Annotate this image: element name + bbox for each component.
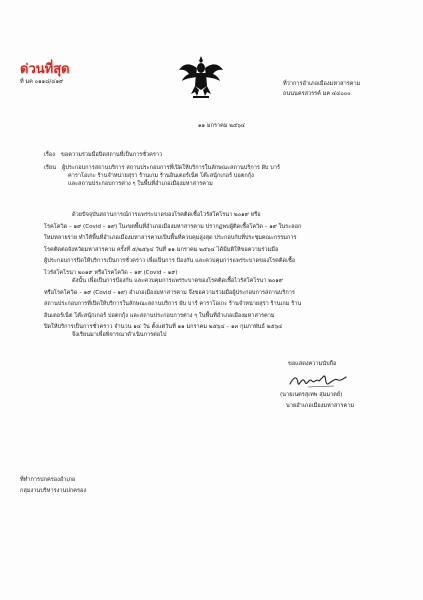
paragraph-1 — [44, 210, 384, 279]
paragraph-line: อินเตอร์เน็ต โต๊ะสนุ้กเกอร์ บ่อตกกุ้ง และสถานประกอบการต่าง ๆ ในพื้นที่อำเภอเมืองมหาสารคาม — [44, 312, 275, 319]
paragraph-line: สถานประกอบการที่เปิดให้บริการในลักษณะสถานบริการ ผับ บาร์ คาราโอเกะ ร้านจำหน่ายสุรา ร้านเกม ร้าน — [44, 301, 302, 307]
paragraph-line: ดังนั้น เพื่อเป็นการป้องกัน และควบคุมการแพร่ระบาดของโรคติดเชื้อไวรัสโคโรนา ๒๐๑๙ — [72, 278, 283, 284]
paragraph-line: หรือโรคโควิด – ๑๙ (Covid – ๑๙) อำเภอเมืองมหาสารคาม จึงขอความร่วมมือผู้ประกอบการสถานบริการ — [44, 289, 295, 296]
sender-address: ถนนนครสวรรค์ มค ๔๔๐๐๐ — [283, 91, 351, 97]
recipient-line: คาราโอเกะ ร้านจำหน่ายสุรา ร้านเกม ร้านอินเตอร์เน็ต โต๊ะสนุ้กเกอร์ บ่อตกกุ้ง — [68, 173, 254, 179]
subject-line — [44, 151, 162, 159]
paragraph-2 — [44, 276, 384, 334]
footer-office: ที่ทำการปกครองอำเภอ — [20, 477, 76, 483]
sender-office: ที่ว่าการอำเภอเมืองมหาสารคาม — [283, 81, 361, 87]
garuda-emblem-icon — [179, 56, 223, 98]
footer-section: กลุ่มงานบริหารงานปกครอง — [20, 488, 87, 494]
paragraph-line: ด้วยปัจจุบันสถานการณ์การแพร่ระบาดของโรคติดเชื้อไวรัสโคโรนา ๒๐๑๙ หรือ — [72, 212, 261, 218]
subject-value: ขอความร่วมมือปิดสถานที่เป็นการชั่วคราว — [61, 152, 163, 158]
paragraph-line: โรคโควิด – ๑๙ (Covid – ๑๙) ในเขตพื้นที่อำเภอเมืองมหาสารคาม ปรากฏพบผู้ติดเชื้อโควิด – ๑๙ ในระลอก — [44, 223, 302, 230]
paragraph-line: ปิดให้บริการเป็นการชั่วคราว จำนวน ๑๔ วัน ตั้งแต่วันที่ ๑๑ มกราคม ๒๕๖๔ – ๑๓ กุมภาพันธ์ ๒๕๖๔ — [44, 324, 283, 330]
paragraph-line: จึงเรียนมาเพื่อพิจารณาดำเนินการต่อไป — [72, 332, 167, 338]
paragraph-line: ไวรัสโคโรนา ๒๐๑๙ หรือโรคโควิด – ๑๙ (Covid – ๑๙) — [44, 269, 178, 276]
paragraph-3 — [44, 330, 384, 342]
paragraph-line: ผู้ประกอบการปิดให้บริการเป็นการชั่วคราว เพื่อเป็นการ ป้องกัน และควบคุมการแพร่ระบาดของโรคติดเชื้อ — [44, 258, 296, 264]
signature-icon — [288, 372, 348, 390]
paragraph-line: ใหม่หลายราย ทำให้พื้นที่อำเภอเมืองมหาสารคามเป็นพื้นที่ควบคุมสูงสุด ประกอบกับที่ประชุมคณะกรรมการ — [44, 235, 297, 241]
recipient-block — [44, 164, 280, 188]
signer-position: นายอำเภอเมืองมหาสารคาม — [286, 403, 355, 409]
closing-phrase: ขอแสดงความนับถือ — [288, 361, 337, 367]
recipient-label: เรียน — [44, 165, 57, 171]
signer-name: (นายเนตรสุเทพ สุ่มมาตย์) — [280, 392, 343, 398]
recipient-line: ผู้ประกอบการสถานบริการ สถานประกอบการที่เปิดให้บริการในลักษณะสถานบริการ ผับ บาร์ — [62, 165, 280, 171]
letter-date: ๑๑ มกราคม ๒๕๖๔ — [198, 123, 246, 129]
urgency-label: ด่วนที่สุด — [20, 62, 70, 77]
document-number: ที่ มค ๐๑๑๘/๔๑๙ — [20, 79, 64, 85]
subject-label: เรื่อง — [44, 152, 56, 158]
paragraph-line: โรคติดต่อจังหวัดมหาสารคาม ครั้งที่ ๕/๒๕๖๔ วันที่ ๑๑ มกราคม ๒๕๖๔ ได้มีมติให้ขอความร่วมมือ — [44, 246, 279, 253]
recipient-line: และสถานประกอบการต่าง ๆ ในพื้นที่อำเภอเมืองมหาสารคาม — [68, 181, 213, 187]
